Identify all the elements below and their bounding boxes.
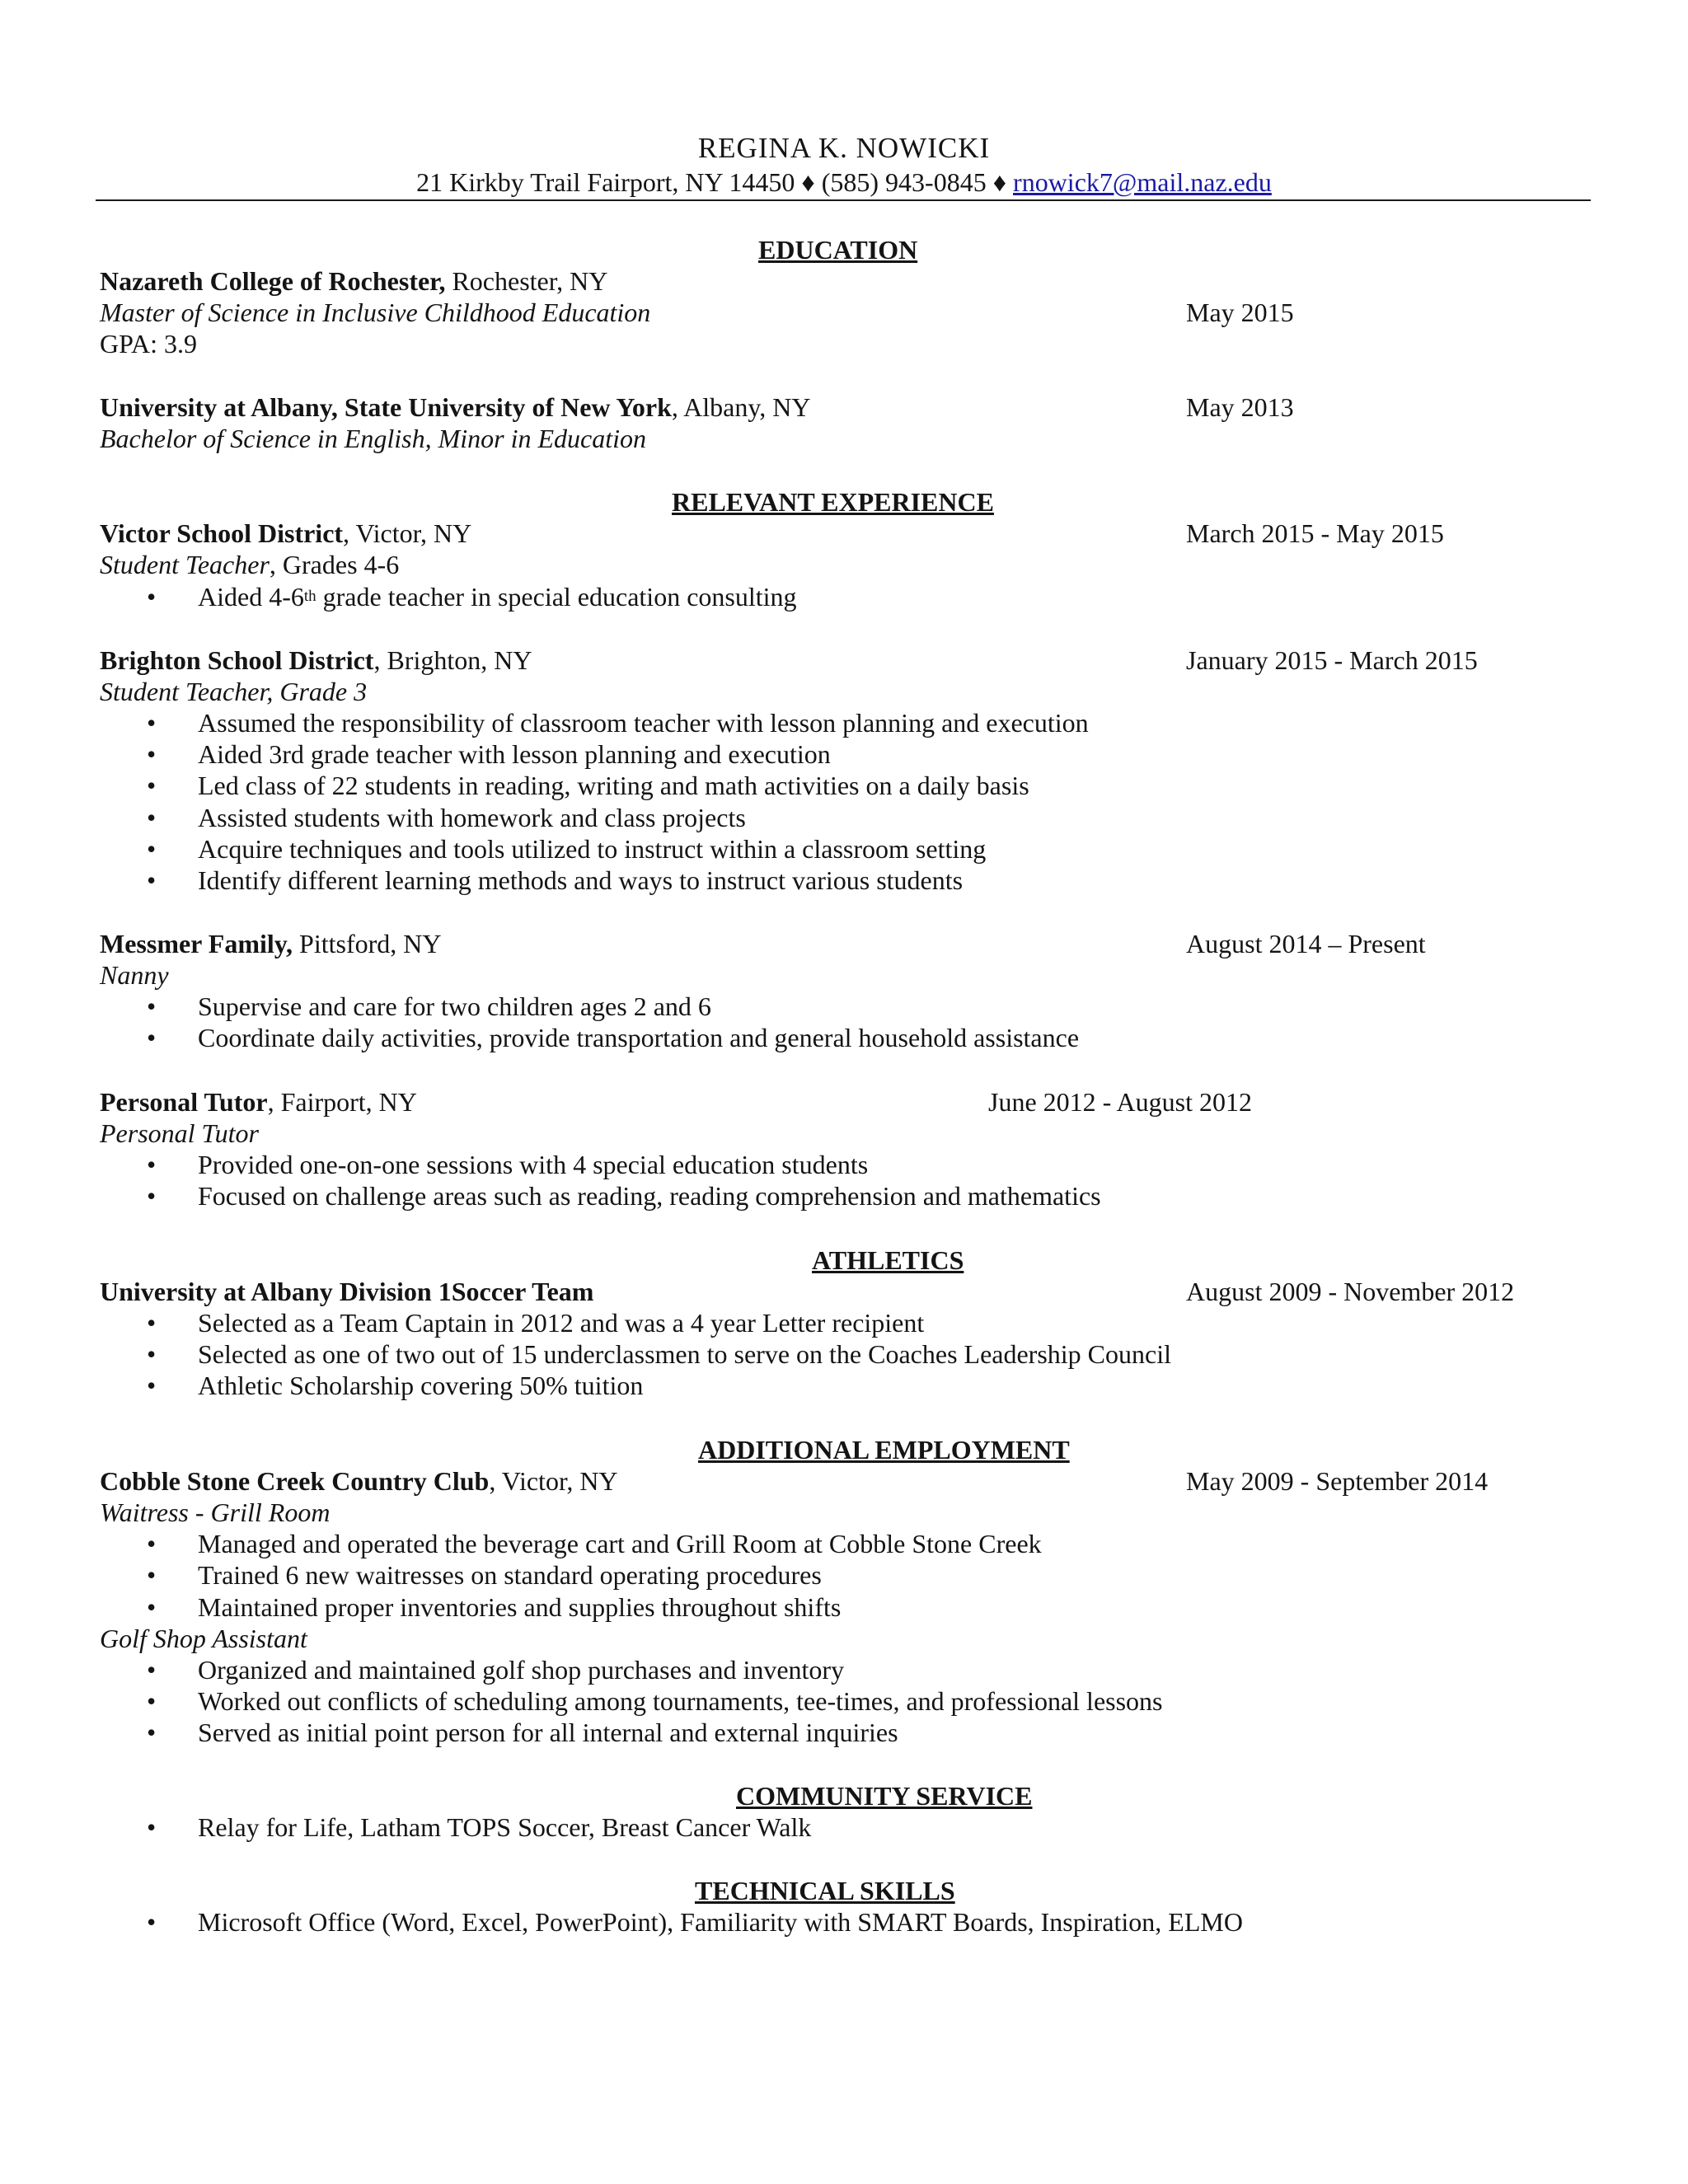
role-title: Student Teacher [100, 550, 270, 579]
employer-name: Personal Tutor [100, 1087, 268, 1117]
degree-row [100, 423, 1583, 454]
list-item [0, 833, 1688, 865]
role-title: Waitress - Grill Room [100, 1497, 331, 1527]
role-title: Golf Shop Assistant [100, 1624, 307, 1653]
list-item [0, 1906, 1688, 1938]
bullet-text: Organized and maintained golf shop purchases and inventory [198, 1655, 845, 1685]
bullet-icon: • [147, 1907, 157, 1937]
employer-name: Victor School District [100, 518, 344, 548]
bullet-icon: • [147, 1339, 157, 1369]
bullet-text: Served as initial point person for all internal and external inquiries [198, 1718, 898, 1747]
bullet-text: Worked out conflicts of scheduling among tournaments, tee-times, and professional lessons [198, 1686, 1163, 1716]
bullet-icon: • [147, 1181, 157, 1211]
bullet-icon: • [147, 1529, 157, 1558]
bullet-icon: • [147, 771, 157, 800]
skills-heading: TECHNICAL SKILLS [695, 1876, 955, 1905]
job-role [100, 1118, 1583, 1149]
bullet-icon: • [147, 865, 157, 895]
diamond-separator-icon: ♦ [992, 167, 1007, 197]
bullet-text: Aided 3rd grade teacher with lesson planning and execution [198, 739, 831, 769]
bullet-icon: • [147, 1718, 157, 1747]
email-link[interactable]: rnowick7@mail.naz.edu [1013, 167, 1272, 197]
bullet-icon: • [147, 1023, 157, 1052]
community-heading: COMMUNITY SERVICE [736, 1781, 1033, 1811]
role-detail: , Grade 3 [266, 677, 368, 706]
list-item [0, 1370, 1688, 1401]
bullet-icon: • [147, 1308, 157, 1338]
job-role [100, 1623, 1583, 1654]
list-item [0, 1559, 1688, 1591]
bullet-text: Microsoft Office (Word, Excel, PowerPoint), Familiarity with SMART Boards, Inspiration, ELMO [198, 1907, 1243, 1937]
institution-name: Nazareth College of Rochester, [100, 266, 446, 296]
list-item [0, 738, 1688, 770]
employment-heading: ADDITIONAL EMPLOYMENT [698, 1435, 1070, 1465]
bullet-text: Assumed the responsibility of classroom teacher with lesson planning and execution [198, 708, 1089, 738]
role-title: Nanny [100, 960, 169, 990]
bullet-icon: • [147, 1655, 157, 1685]
bullet-text: grade teacher in special education consulting [316, 582, 797, 612]
gpa-row [100, 328, 1583, 359]
degree: Bachelor of Science in English, Minor in Education [100, 424, 646, 453]
athletics-header [100, 1276, 1583, 1307]
bullet-icon: • [147, 582, 157, 612]
date: May 2013 [1186, 392, 1294, 422]
bullet-icon: • [147, 1686, 157, 1716]
list-item [0, 770, 1688, 801]
role-detail: , Grades 4-6 [269, 550, 400, 579]
job-role [100, 676, 1583, 707]
list-item [0, 1149, 1688, 1180]
bullet-icon: • [147, 708, 157, 738]
address: 21 Kirkby Trail Fairport, NY 14450 [416, 167, 795, 197]
bullet-text: Provided one-on-one sessions with 4 special education students [198, 1150, 869, 1179]
gpa: GPA: 3.9 [100, 329, 197, 359]
bullet-icon: • [147, 1592, 157, 1622]
bullet-text: Identify different learning methods and ways to instruct various students [198, 865, 964, 895]
date: May 2015 [1186, 298, 1294, 327]
education-entry [100, 391, 1583, 423]
bullet-text: Focused on challenge areas such as reading, reading comprehension and mathematics [198, 1181, 1101, 1211]
bullet-text: Supervise and care for two children ages 2 and 6 [198, 991, 711, 1021]
bullet-text: Coordinate daily activities, provide transportation and general household assistance [198, 1023, 1080, 1052]
superscript: th [303, 588, 316, 605]
employer-location: , Victor, NY [489, 1466, 618, 1496]
job-role [100, 959, 1583, 991]
employer-location: Pittsford, NY [293, 929, 442, 958]
date: June 2012 - August 2012 [988, 1087, 1252, 1117]
phone: (585) 943-0845 [821, 167, 987, 197]
list-item [0, 1338, 1688, 1370]
list-item [0, 707, 1688, 738]
degree: Master of Science in Inclusive Childhood Education [100, 298, 651, 327]
bullet-icon: • [147, 1812, 157, 1842]
employer-location: , Brighton, NY [373, 645, 532, 675]
role-title: Personal Tutor [100, 1118, 259, 1148]
bullet-icon: • [147, 803, 157, 832]
date: August 2014 – Present [1186, 929, 1426, 958]
bullet-icon: • [147, 834, 157, 864]
list-item [0, 1180, 1688, 1212]
list-item [0, 1307, 1688, 1338]
header-divider [96, 199, 1591, 201]
job-role [100, 1497, 1583, 1528]
job-header [100, 928, 1583, 959]
date: May 2009 - September 2014 [1186, 1466, 1489, 1496]
bullet-text: Selected as one of two out of 15 underclassmen to serve on the Coaches Leadership Council [198, 1339, 1171, 1369]
bullet-text: Relay for Life, Latham TOPS Soccer, Breast Cancer Walk [198, 1812, 812, 1842]
job-header [100, 1086, 1583, 1118]
list-item [0, 1717, 1688, 1748]
role-title: Student Teacher [100, 677, 267, 706]
employer-name: Messmer Family, [100, 929, 293, 958]
bullet-text: Trained 6 new waitresses on standard operating procedures [198, 1560, 822, 1590]
candidate-name: REGINA K. NOWICKI [697, 132, 991, 164]
date: August 2009 - November 2012 [1186, 1277, 1515, 1306]
bullet-text: Selected as a Team Captain in 2012 and was a 4 year Letter recipient [198, 1308, 925, 1338]
job-role [100, 549, 1583, 580]
job-header [100, 1465, 1583, 1497]
bullet-icon: • [147, 739, 157, 769]
list-item [0, 581, 1688, 612]
diamond-separator-icon: ♦ [801, 167, 815, 197]
bullet-text: Aided 4-6 [198, 582, 304, 612]
institution-location: Rochester, NY [445, 266, 608, 296]
list-item [0, 865, 1688, 896]
team-name: University at Albany Division 1Soccer Team [100, 1277, 594, 1306]
bullet-text: Assisted students with homework and class projects [198, 803, 746, 832]
bullet-icon: • [147, 1150, 157, 1179]
athletics-heading: ATHLETICS [812, 1245, 964, 1275]
list-item [0, 1528, 1688, 1559]
education-heading: EDUCATION [758, 235, 918, 265]
bullet-text: Athletic Scholarship covering 50% tuition [198, 1371, 644, 1400]
date: March 2015 - May 2015 [1186, 518, 1444, 548]
degree-row [100, 297, 1583, 328]
list-item [0, 1022, 1688, 1053]
institution-name: University at Albany, State University of New York [100, 392, 672, 422]
bullet-text: Acquire techniques and tools utilized to instruct within a classroom setting [198, 834, 987, 864]
bullet-icon: • [147, 1560, 157, 1590]
employer-name: Cobble Stone Creek Country Club [100, 1466, 490, 1496]
list-item [0, 991, 1688, 1022]
bullet-text: Maintained proper inventories and supplies throughout shifts [198, 1592, 842, 1622]
employer-location: , Victor, NY [343, 518, 472, 548]
job-header [100, 644, 1583, 676]
bullet-text: Led class of 22 students in reading, writing and math activities on a daily basis [198, 771, 1029, 800]
employer-name: Brighton School District [100, 645, 374, 675]
contact-line [0, 166, 1688, 199]
job-header [100, 518, 1583, 549]
education-entry [100, 265, 1583, 297]
institution-location: , Albany, NY [671, 392, 811, 422]
bullet-icon: • [147, 1371, 157, 1400]
list-item [0, 1591, 1688, 1623]
bullet-icon: • [147, 991, 157, 1021]
employer-location: , Fairport, NY [267, 1087, 417, 1117]
list-item [0, 1811, 1688, 1843]
experience-heading: RELEVANT EXPERIENCE [672, 487, 994, 517]
list-item [0, 802, 1688, 833]
bullet-text: Managed and operated the beverage cart and Grill Room at Cobble Stone Creek [198, 1529, 1042, 1558]
list-item [0, 1685, 1688, 1717]
list-item [0, 1654, 1688, 1685]
date: January 2015 - March 2015 [1186, 645, 1478, 675]
